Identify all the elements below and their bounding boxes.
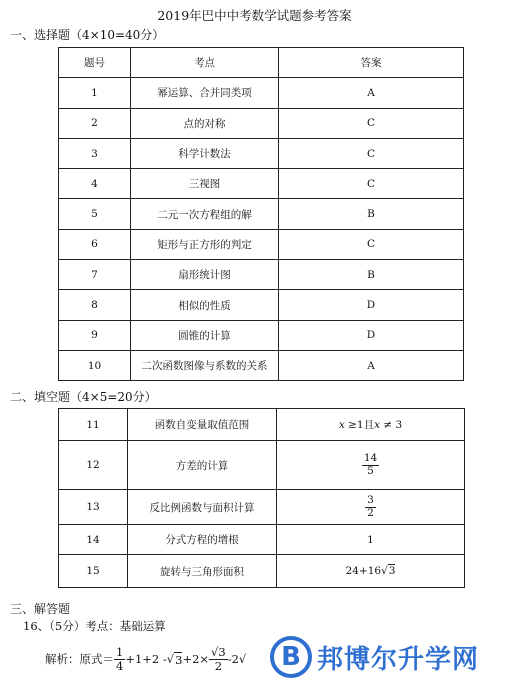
watermark-logo	[270, 636, 479, 678]
section1-heading: 一、选择题（4×10=40分）	[10, 28, 165, 42]
math-three: 3	[395, 419, 403, 431]
table-row	[59, 138, 464, 168]
table-row	[59, 350, 464, 380]
solution-term-3: -2√	[227, 652, 247, 667]
fraction	[209, 646, 228, 672]
cell-answer	[277, 409, 465, 441]
cell-topic: 圆锥的计算	[131, 320, 279, 350]
table-row	[59, 555, 465, 588]
sqrt-radicand: 3	[388, 565, 396, 577]
table-row	[59, 441, 465, 490]
conj-and: 且	[363, 419, 375, 431]
table-row	[59, 199, 464, 229]
cell-number: 9	[59, 320, 131, 350]
cell-answer: A	[279, 350, 464, 380]
question-16-title: 16、（5分）考点：基础运算	[23, 619, 166, 633]
math-var-x: x	[374, 419, 380, 431]
choice-answer-table	[58, 47, 464, 381]
fill-answer-table	[58, 408, 465, 588]
fraction-denominator: 4	[116, 658, 124, 673]
cell-number: 4	[59, 169, 131, 199]
cell-topic: 二元一次方程组的解	[131, 199, 279, 229]
solution-term-2: +2×	[182, 652, 210, 667]
fraction-denominator: 5	[367, 464, 374, 477]
cell-topic: 科学计数法	[131, 138, 279, 168]
document-title: 2019年巴中中考数学试题参考答案	[157, 8, 352, 23]
solution-line	[45, 646, 246, 672]
cell-answer: 1	[277, 525, 465, 555]
cell-number: 13	[59, 490, 128, 525]
fraction-numerator: 14	[363, 451, 378, 464]
section2-heading: 二、填空题（4×5=20分）	[10, 390, 157, 404]
cell-topic: 方差的计算	[128, 441, 277, 490]
table-row	[59, 409, 465, 441]
table-row	[59, 78, 464, 108]
cell-number: 10	[59, 350, 131, 380]
table-header-row	[59, 48, 464, 78]
table-row	[59, 490, 465, 525]
ne-symbol: ≠	[383, 419, 393, 431]
cell-topic: 幂运算、合并同类项	[131, 78, 279, 108]
cell-answer: D	[279, 290, 464, 320]
cell-answer: B	[279, 199, 464, 229]
cell-topic: 二次函数图像与系数的关系	[131, 350, 279, 380]
cell-topic: 相似的性质	[131, 290, 279, 320]
header-answer: 答案	[279, 48, 464, 78]
sqrt-radicand: 3	[175, 652, 183, 667]
sqrt-sign: √	[166, 652, 175, 667]
fraction	[362, 453, 379, 477]
header-topic: 考点	[131, 48, 279, 78]
cell-number: 15	[59, 555, 128, 588]
cell-answer: C	[279, 169, 464, 199]
cell-topic: 旋转与三角形面积	[128, 555, 277, 588]
solution-lead: 原式＝	[79, 652, 114, 667]
cell-number: 6	[59, 229, 131, 259]
table-row	[59, 169, 464, 199]
fraction	[365, 495, 376, 519]
table-row	[59, 320, 464, 350]
table-row	[59, 260, 464, 290]
cell-answer: B	[279, 260, 464, 290]
cell-number: 2	[59, 108, 131, 138]
math-var-x: x	[338, 419, 345, 431]
math-one: 1	[356, 419, 364, 431]
table-row	[59, 290, 464, 320]
answer-prefix: 24+16	[345, 565, 382, 577]
cell-number: 5	[59, 199, 131, 229]
table-row	[59, 108, 464, 138]
cell-number: 1	[59, 78, 131, 108]
cell-answer	[277, 555, 465, 588]
section3-heading: 三、解答题	[10, 602, 71, 616]
cell-number: 8	[59, 290, 131, 320]
fraction-numerator: 1	[116, 645, 124, 659]
table-row	[59, 229, 464, 259]
cell-answer: A	[279, 78, 464, 108]
cell-number: 7	[59, 260, 131, 290]
fraction-numerator: √3	[211, 645, 226, 659]
cell-topic: 扇形统计图	[131, 260, 279, 290]
ge-symbol: ≥	[348, 419, 357, 431]
cell-number: 3	[59, 138, 131, 168]
fraction	[114, 646, 125, 672]
cell-answer: C	[279, 138, 464, 168]
cell-answer: C	[279, 108, 464, 138]
cell-number: 14	[59, 525, 128, 555]
cell-answer	[277, 441, 465, 490]
fraction-numerator: 3	[367, 493, 374, 506]
cell-topic: 函数自变量取值范围	[128, 409, 277, 441]
fraction-denominator: 2	[367, 506, 374, 519]
fraction-denominator: 2	[214, 658, 223, 673]
solution-label: 解析：	[45, 652, 80, 667]
sqrt-sign: √	[381, 565, 388, 577]
logo-b-icon: B	[270, 636, 312, 678]
watermark-text: 邦博尔升学网	[317, 644, 480, 675]
table-row	[59, 525, 465, 555]
cell-answer: D	[279, 320, 464, 350]
solution-term-1: +1+2 -	[125, 652, 167, 667]
cell-answer	[277, 490, 465, 525]
cell-answer: C	[279, 229, 464, 259]
cell-topic: 三视图	[131, 169, 279, 199]
cell-number: 12	[59, 441, 128, 490]
cell-topic: 反比例函数与面积计算	[128, 490, 277, 525]
cell-topic: 分式方程的增根	[128, 525, 277, 555]
header-number: 题号	[59, 48, 131, 78]
cell-number: 11	[59, 409, 128, 441]
cell-topic: 矩形与正方形的判定	[131, 229, 279, 259]
cell-topic: 点的对称	[131, 108, 279, 138]
